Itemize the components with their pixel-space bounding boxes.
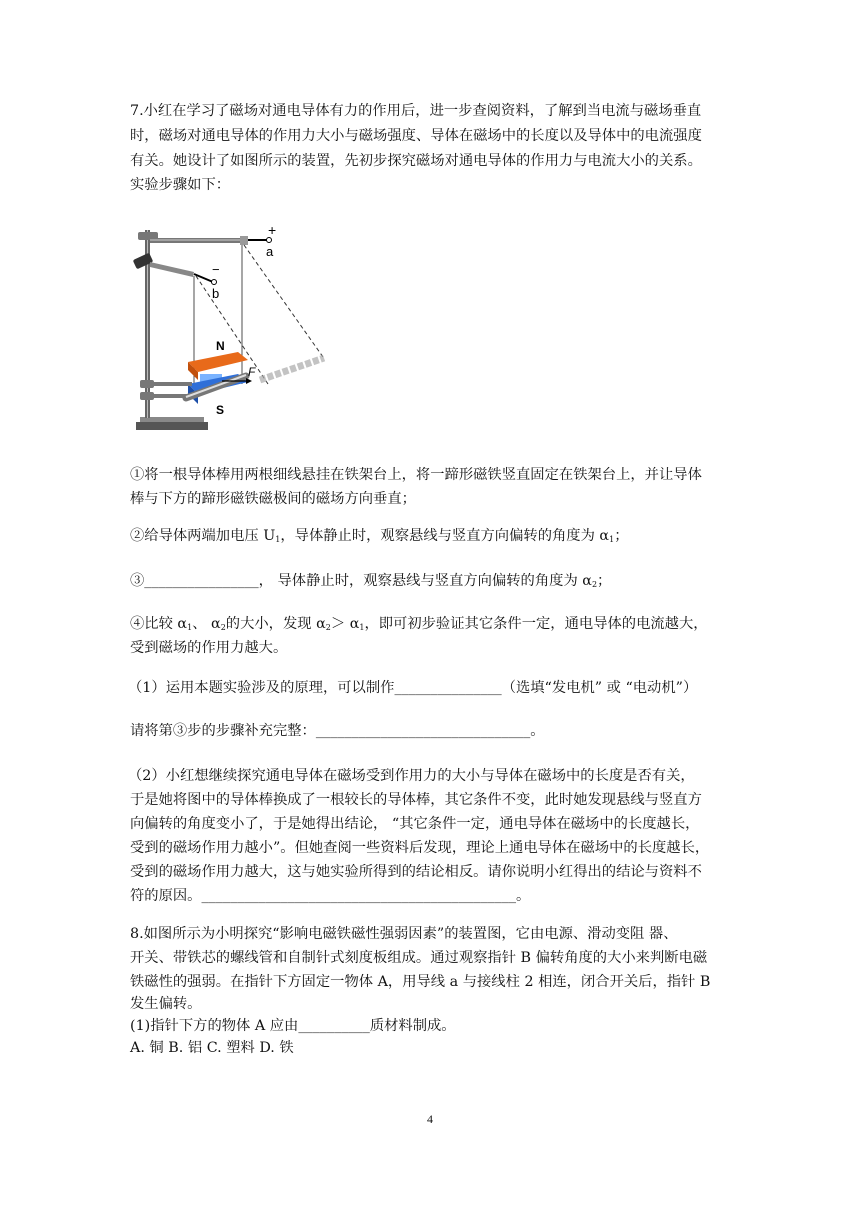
label-a: a <box>266 244 274 259</box>
q7-part2-line-5: 受到的磁场作用力越大，这与她实验所得到的结论相反。请你说明小红得出的结论与资料不 <box>130 864 702 880</box>
q7-part2-line-2: 于是她将图中的导体棒换成了一根较长的导体棒，其它条件不变，此时她发现悬线与竖直方 <box>130 792 702 808</box>
q7-part2-line-4: 受到的磁场作用力越小”。但她查阅一些资料后发现，理论上通电导体在磁场中的长度越长， <box>130 840 710 856</box>
q7-intro-line-4: 实验步骤如下： <box>130 177 231 193</box>
q7-step4-line-2: 受到磁场的作用力越大。 <box>130 640 288 656</box>
label-S: S <box>216 403 225 417</box>
experiment-figure <box>128 212 343 437</box>
q7-part2-line-3: 向偏转的角度变小了，于是她得出结论， “其它条件一定，通电导体在磁场中的长度越长， <box>130 816 700 832</box>
q8-question-1: (1)指针下方的物体 A 应由__________质材料制成。 <box>130 1018 456 1034</box>
q7-intro-line-2: 时，磁场对通电导体的作用力大小与磁场强度、导体在磁场中的长度以及导体中的电流强度 <box>130 128 702 144</box>
q7-intro-line-3: 有关。她设计了如图所示的装置，先初步探究磁场对通电导体的作用力与电流大小的关系。 <box>130 153 702 169</box>
q7-part2-line-6: 符的原因。____________________________________________。 <box>130 888 531 904</box>
q7-intro-line-1: 7.小红在学习了磁场对通电导体有力的作用后，进一步查阅资料，了解到当电流与磁场垂直 <box>130 103 702 119</box>
q7-step4-line-1: ④比较 $\alpha_1$、 $\alpha_2$的大小，发现 $\alpha_2> \alpha_1$，即可初步验证其它条件一定，通电导体的电流越大， <box>130 616 708 632</box>
label-b: b <box>212 286 220 301</box>
label-F: F <box>248 365 256 379</box>
q7-step1-line-1: ①将一根导体棒用两根细线悬挂在铁架台上，将一蹄形磁铁竖直固定在铁架台上，并让导体 <box>130 467 702 483</box>
q7-part1-line-2: 请将第③步的步骤补充完整：______________________________。 <box>130 723 545 739</box>
label-plus: + <box>268 222 277 238</box>
q7-step2: ②给导体两端加电压 $U_1$，导体静止时，观察悬线与竖直方向偏转的角度为 $\alpha_1$； <box>130 528 629 544</box>
q8-line-3: 铁磁性的强弱。在指针下方固定一物体 A，用导线 a 与接线柱 2 相连，闭合开关后，指针 B <box>130 974 711 990</box>
label-minus: − <box>212 262 220 277</box>
page-number: 4 <box>427 1112 433 1126</box>
q8-options: A. 铜 B. 铝 C. 塑料 D. 铁 <box>130 1040 294 1056</box>
q8-line-2: 开关、带铁芯的螺线管和自制针式刻度板组成。通过观察指针 B 偏转角度的大小来判断电磁 <box>130 950 708 966</box>
label-N: N <box>216 339 225 353</box>
q7-part2-line-1: （2）小红想继续探究通电导体在磁场受到作用力的大小与导体在磁场中的长度是否有关， <box>128 768 695 784</box>
q7-part1-line-1: （1）运用本题实验涉及的原理，可以制作_______________（选填“发电机” 或 “电动机”） <box>128 680 698 696</box>
q8-line-1: 8.如图所示为小明探究“影响电磁铁磁性强弱因素”的装置图，它由电源、滑动变阻 器、 <box>130 926 678 942</box>
q7-step1-line-2: 棒与下方的蹄形磁铁磁极间的磁场方向垂直； <box>130 491 416 507</box>
q7-step3: ③________________， 导体静止时，观察悬线与竖直方向偏转的角度为 $\alpha_2$； <box>130 573 612 589</box>
q8-line-4: 发生偏转。 <box>130 996 202 1012</box>
